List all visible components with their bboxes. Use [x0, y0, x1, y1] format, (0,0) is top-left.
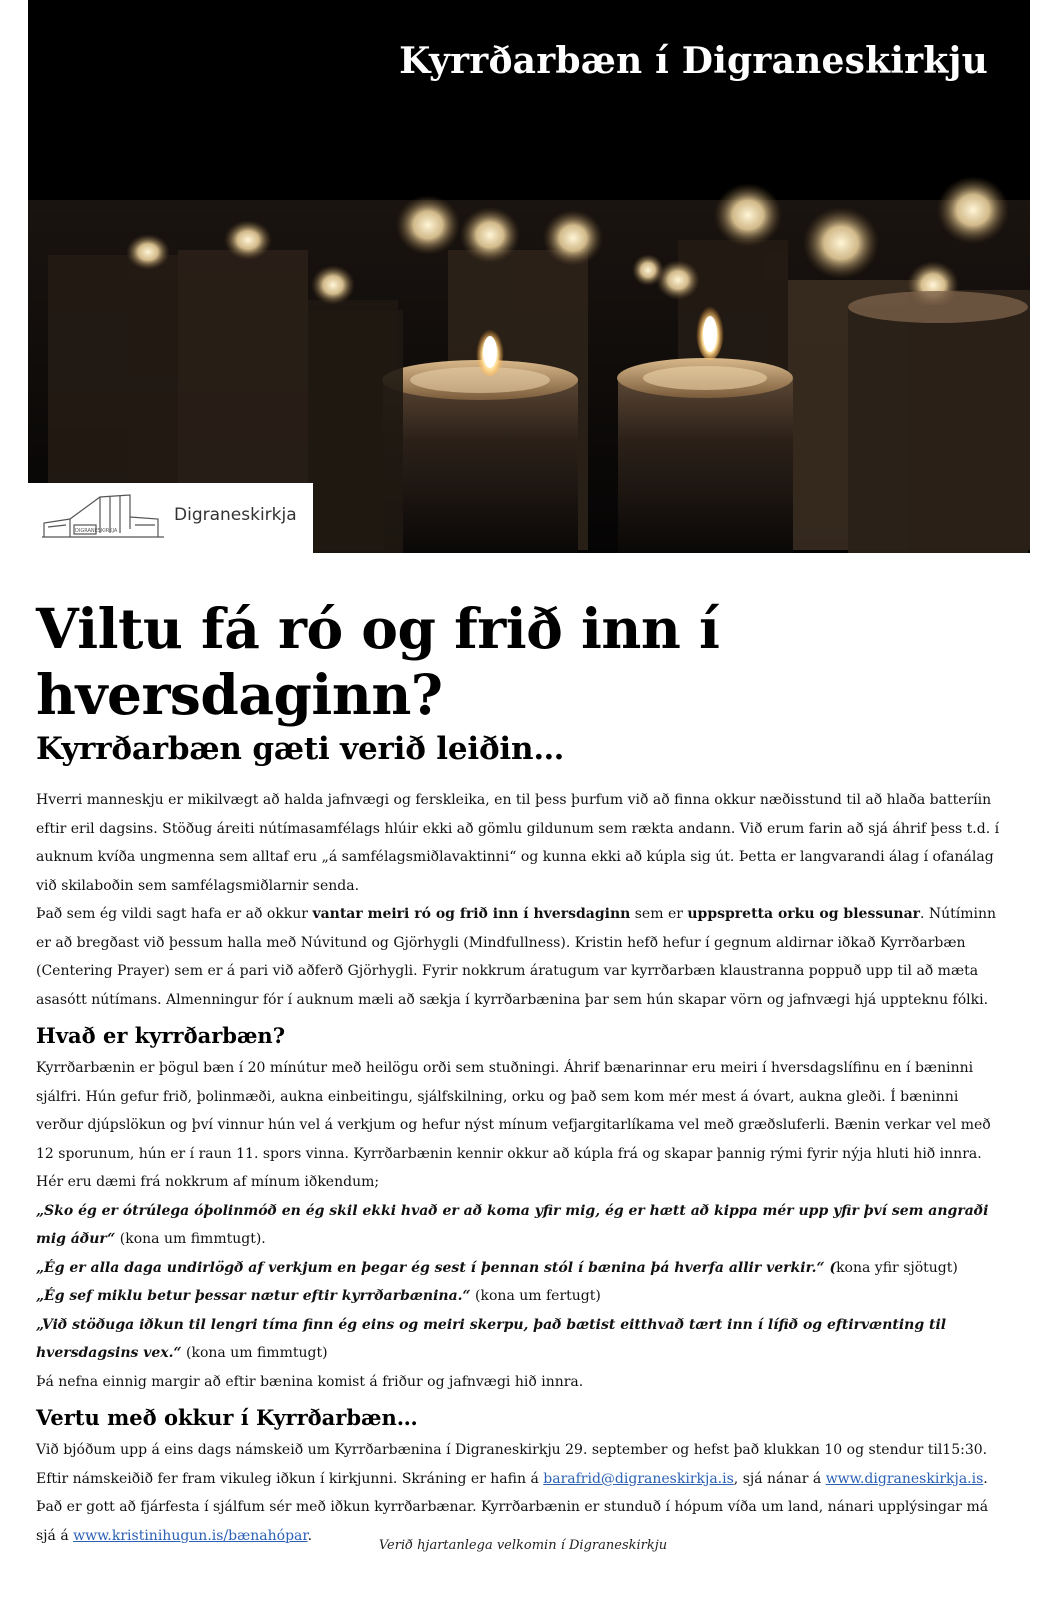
church-building-icon	[40, 489, 170, 547]
article	[36, 596, 1006, 1550]
section1-closing: Þá nefna einnig margir að eftir bænina komist á friður og jafnvægi hið innra.	[36, 1373, 584, 1390]
svg-text:DIGRANESKIRKJA: DIGRANESKIRKJA	[75, 528, 118, 534]
quote-2: „Ég er alla daga undirlögð af verkjum en þegar ég sest í þennan stól í bænina þá hverfa allir verkir.“ (kona yfir sjötugt)	[36, 1259, 958, 1276]
website-link[interactable]: www.digraneskirkja.is	[825, 1470, 984, 1487]
prayer-groups-link[interactable]: www.kristinihugun.is/bænahópar	[73, 1527, 308, 1544]
quote-4: „Við stöðuga iðkun til lengri tíma finn ég eins og meiri skerpu, það bætist eitthvað tært inn í lífið og eftirvænting til hversdagsins vex.“ (kona um fimmtugt)	[36, 1316, 947, 1361]
candles-image	[28, 0, 1030, 553]
hero-banner	[28, 0, 1030, 553]
hero-title: Kyrrðarbæn í Digraneskirkju	[399, 40, 988, 82]
page-subtitle: Kyrrðarbæn gæti verið leiðin…	[36, 731, 565, 767]
section1-paragraph: Kyrrðarbænin er þögul bæn í 20 mínútur með heilögu orði sem stuðningi. Áhrif bænarinnar eru meiri í hversdagslífinu en í bæninni sjálfri. Hún gefur frið, þolinmæði, aukna einbeitingu, sjálfskilning, orku og það sem kom mér mest á óvart, aukna gleði. Í bæninni verður djúpslökun og því vinnur hún vel á verkjum og hefur nýst mínum vefjargitarlíkama vel með græðsluferli. Bænin verkar vel með 12 sporunum, hún er í raun 11. spors vinna. Kyrrðarbænin kennir okkur að kúpla frá og skapar þannig rými fyrir nýja hluti hið innra.	[36, 1060, 991, 1162]
footer-welcome: Verið hjartanlega velkomin í Digraneskirkju	[378, 1538, 668, 1553]
examples-intro: Hér eru dæmi frá nokkrum af mínum iðkendum;	[36, 1174, 380, 1190]
section2-paragraph: Við bjóðum upp á eins dags námskeið um Kyrrðarbænina í Digraneskirkju 29. september og hefst það klukkan 10 og stendur til15:30. Eftir námskeiðið fer fram vikuleg iðkun í kirkjunni. Skráning er hafin á barafrid@digraneskirkja.is, sjá nánar á www.digraneskirkja.is. Það er gott að fjárfesta í sjálfum sér með iðkun kyrrðarbænar. Kyrrðarbænin er stunduð í hópum víða um land, nánari upplýsingar má sjá á www.kristinihugun.is/bænahópar.	[36, 1442, 989, 1544]
section-heading-join: Vertu með okkur í Kyrrðarbæn…	[36, 1405, 418, 1430]
section-heading-what: Hvað er kyrrðarbæn?	[36, 1023, 285, 1048]
intro-paragraph-2: Það sem ég vildi sagt hafa er að okkur vantar meiri ró og frið inn í hversdaginn sem er uppspretta orku og blessunar. Nútíminn er að bregðast við þessum halla með Núvitund og Gjörhygli (Mindfullness). Kristin hefð hefur í gegnum aldirnar iðkað Kyrrðarbæn (Centering Prayer) sem er á pari við aðferð Gjörhygli. Fyrir nokkrum áratugum var kyrrðarbæn klaustranna poppuð upp til að mæta asasótt nútímans. Almenningur fór í auknum mæli að sækja í kyrrðarbænina þar sem hún skapar vörn og jafnvægi hjá uppteknu fólki.	[36, 906, 997, 1008]
page-title: Viltu fá ró og frið inn í hversdaginn?	[36, 596, 720, 727]
intro-paragraph-1: Hverri manneskju er mikilvægt að halda jafnvægi og ferskleika, en til þess þurfum við að finna okkur næðisstund til að hlaða batteríin eftir eril dagsins. Stöðug áreiti nútímasamfélags hlúir ekki að gömlu gildunum sem rækta andann. Við erum farin að sjá áhrif þess t.d. í auknum kvíða ungmenna sem alltaf eru „á samfélagsmiðlavaktinni“ og kunna ekki að kúpla sig út. Þetta er langvarandi álag í ofanálag við skilaboðin sem samfélagsmiðlarnir senda.	[36, 792, 1000, 894]
church-logo	[28, 483, 313, 553]
quote-3: „Ég sef miklu betur þessar nætur eftir kyrrðarbænina.“ (kona um fertugt)	[36, 1288, 601, 1304]
logo-text: Digraneskirkja	[174, 505, 297, 525]
quote-1: „Sko ég er ótrúlega óþolinmóð en ég skil ekki hvað er að koma yfir mig, ég er hætt að kippa mér upp yfir því sem angraði mig áður“ (kona um fimmtugt).	[36, 1202, 989, 1247]
email-link[interactable]: barafrid@digraneskirkja.is	[543, 1470, 734, 1487]
